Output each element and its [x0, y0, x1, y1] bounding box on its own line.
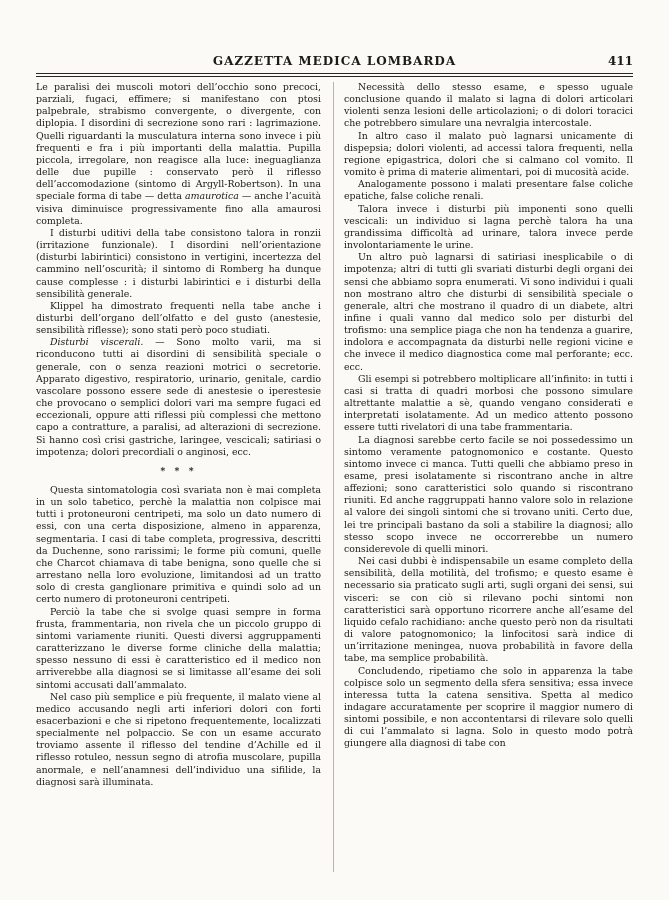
section-separator: * * * — [160, 465, 197, 477]
left-column — [36, 82, 321, 789]
journal-title: GAZZETTA MEDICA LOMBARDA — [212, 54, 457, 68]
paragraph: Un altro può lagnarsi di satiriasi inesplicabile o di impotenza; altri di tutti gli svariati disturbi degli organi dei sensi che abbiamo sopra enumerati. Vi sono individui i quali non mostrano altro che disturbi di sensibilità speciale o generale, altri che mostrano il quadro di un diabete, altri infine i quali vanno dal medico solo per disturbi del trofismo: una semplice piaga che non ha tendenza a guarire, indolora e accompagnata da disturbi nelle regioni vicine e che invece il medico diagnostica come mal perforante; ecc. ecc. — [344, 252, 633, 373]
paragraph: Nei casi dubbi è indispensabile un esame completo della sensibilità, della motilità, del trofismo; e questo esame è necessario sia praticato sugli arti, sugli organi dei sensi, sui visceri: se con ciò si rilevano pochi sintomi non caratteristici sarà opportuno ricorrere anche all’esame del liquido cefalo rachidiano: anche questo però non da risultati di valore patognomonico; la linfocitosi sarà indice di un’irritazione meningea, nuova probabilità in favore della tabe, ma semplice probabilità. — [344, 556, 633, 665]
paragraph: I disturbi uditivi della tabe consistono talora in ronzii (irritazione funzionale). I disordini nell’orientazione (disturbi labirintici) consistono in vertigini, incertezza del cammino nell’oscurità; il sintomo di Romberg ha dunque cause complesse : i disturbi labirintici e i disturbi della sensibilità generale. — [36, 227, 321, 300]
header-rule — [36, 73, 633, 77]
paragraph: La diagnosi sarebbe certo facile se noi possedessimo un sintomo veramente patognomonico e costante. Questo sintomo invece ci manca. Tutti quelli che abbiamo preso in esame, presi isolatamente si riscontrano anche in altre affezioni; sono caratteristici solo quando si riscontrano riuniti. Ed anche raggruppati hanno valore solo in relazione al valore dei singoli sintomi che si trovano uniti. Certo due, lei tre principali bastano da soli a stabilire la diagnosi; allo stesso scopo invece ne occorrerebbe un numero considerevole di quelli minori. — [344, 434, 633, 555]
paragraph: Analogamente possono i malati presentare false coliche epatiche, false coliche renali. — [344, 179, 633, 203]
paragraph: Disturbi viscerali. — Sono molto varii, ma si riconducono tutti ai disordini di sensibilità speciale o generale, con o senza reazioni motrici o secretorie. Apparato digestivo, respiratorio, urinario, genitale, cardio vascolare possono essere sede di anestesie o iperestesie che provocano o semplici dolori vari ma sempre fugaci ed eccezionali, oppure atti riflessi più complessi che mettono capo a contratture, a paralisi, ad alterazioni di secrezione. Si hanno così crisi gastriche, laringee, vescicali; satiriasi o impotenza; dolori precordiali o anginosi, ecc. — [36, 337, 322, 458]
page-header — [36, 54, 633, 74]
section-heading: Disturbi viscerali. — [50, 337, 144, 349]
paragraph: In altro caso il malato può lagnarsi unicamente di dispepsia; dolori violenti, ad accessi talora frequenti, nella regione epigastrica, dolori che si calmano col vomito. Il vomito è prima di materie alimentari, poi di mucosità acide. — [344, 130, 633, 179]
paragraph: Talora invece i disturbi più imponenti sono quelli vescicali: un individuo si lagna perchè talora ha una grandissima difficoltà ad urinare, talora invece perde involontariamente le urine. — [344, 203, 633, 252]
right-column — [344, 82, 633, 751]
page-number: 411 — [607, 54, 633, 68]
paragraph: Necessità dello stesso esame, e spesso uguale conclusione quando il malato si lagna di dolori articolari violenti senza lesioni delle articolazioni; o di dolori toracici che potrebbero simulare una nevralgia intercostale. — [344, 82, 633, 130]
column-divider — [333, 82, 334, 872]
paragraph: Perciò la tabe che si svolge quasi sempre in forma frusta, frammentaria, non rivela che un piccolo gruppo di sintomi variamente riuniti. Questi diversi aggruppamenti caratterizzano le diverse forme cliniche della malattia; spesso nessuno di essi è caratteristico ed il medico non arriverebbe alla diagnosi se si limitasse all’esame dei soli sintomi accusati dall’ammalato. — [36, 606, 321, 691]
paragraph: Klippel ha dimostrato frequenti nella tabe anche i disturbi dell’organo dell’olfatto e del gusto (anestesie, sensibilità riflesse); sono stati però poco studiati. — [36, 300, 321, 337]
paragraph: Questa sintomatologia così svariata non è mai completa in un solo tabetico, perchè la malattia non colpisce mai tutti i protoneuroni centripeti, ma solo un dato numero di essi, con una certa disposizione, almeno in apparenza, segmentaria. I casi di tabe completa, progressiva, descritti da Duchenne, sono rarissimi; le forme più comuni, quelle che Charcot chiamava di tabe benigna, sono quelle che si arrestano nella loro evoluzione, limitandosi ad un tratto solo di cresta ganglionare primitiva e quindi solo ad un certo numero di protoneuroni centripeti. — [36, 485, 321, 606]
paragraph: Concludendo, ripetiamo che solo in apparenza la tabe colpisce solo un segmento della sfera sensitiva; essa invece interessa tutta la catena sensitiva. Spetta al medico indagare accuratamente per scoprire il maggior numero di sintomi possibile, e non accontentarsi di rilevare solo quelli di cui l’ammalato si lagna. Solo in questo modo potrà giungere alla diagnosi di tabe con — [344, 665, 633, 750]
paragraph: Nel caso più semplice e più frequente, il malato viene al medico accusando negli arti inferiori dolori con forti esacerbazioni e che si ripetono frequentemente, localizzati specialmente nel polpaccio. Se con un esame accurato troviamo assente il riflesso del tendine d’Achille ed il riflesso rotuleo, nessun segno di atrofia muscolare, pupilla anormale, e nell’anamnesi dell’individuo una sifilide, la diagnosi sarà illuminata. — [36, 691, 321, 788]
paragraph: Le paralisi dei muscoli motori dell’occhio sono precoci, parziali, fugaci, effimere; si manifestano con ptosi palpebrale, strabismo convergente, o divergente, con diplopia. I disordini di secrezione sono rari : lagrimazione. Quelli riguardanti la musculatura interna sono invece i più frequenti e fra i più importanti della malattia. Pupilla piccola, irregolare, non reagisce alla luce: ineguaglianza delle due pupille : conservato però il riflesso dell’accomodazione (sintomo di Argyll-Robertson). In una speciale forma di tabe — detta amaurotica — anche l’acuità visiva diminuisce progressivamente fino alla amaurosi completa. — [36, 82, 322, 227]
paragraph: Gli esempi si potrebbero moltiplicare all’infinito: in tutti i casi si tratta di quadri morbosi che possono simulare altrettante malattie a sè, quando vengano considerati e interpretati isolatamente. Ad un medico attento possono essere tutti rivelatori di una tabe frammentaria. — [344, 373, 633, 434]
